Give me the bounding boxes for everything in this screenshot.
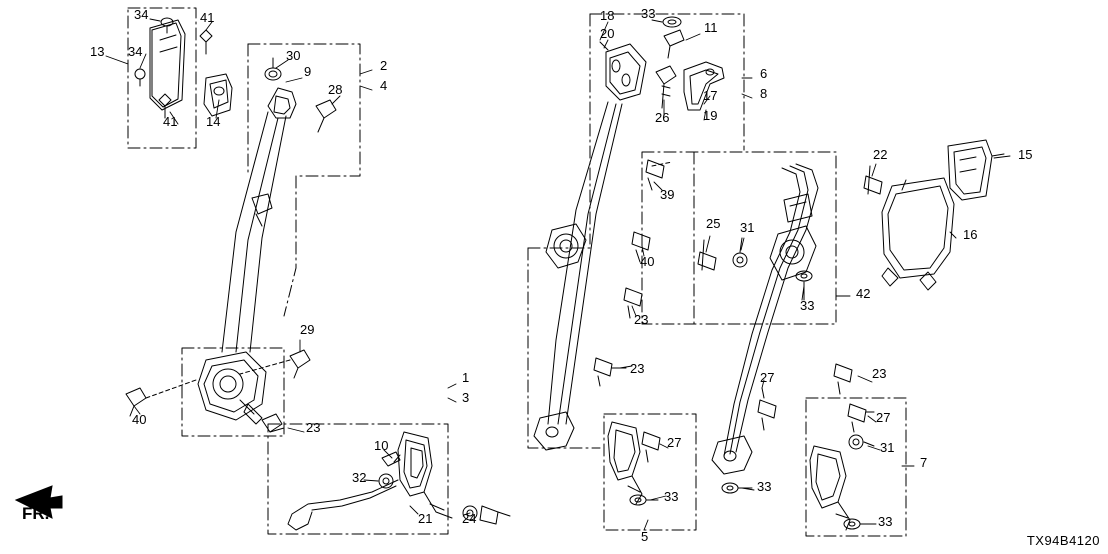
callout-40-left: 40	[132, 412, 147, 427]
callout-29: 29	[300, 322, 315, 337]
callout-33-top: 33	[641, 6, 656, 21]
callout-39: 39	[660, 187, 675, 202]
callout-26: 26	[655, 110, 670, 125]
part-bolt-29	[240, 350, 310, 378]
part-bolt-23-center-lower	[594, 358, 626, 386]
callout-18: 18	[600, 8, 615, 23]
part-bolt-22	[864, 166, 882, 194]
callout-9: 9	[304, 64, 312, 79]
callout-10: 10	[374, 438, 389, 453]
callout-33-buckle7: 33	[878, 514, 893, 529]
part-washer-31	[733, 238, 747, 267]
part-anchor-plate-20	[600, 42, 646, 100]
part-bolt-26	[656, 66, 676, 108]
group-box-13	[128, 8, 196, 148]
callout-30: 30	[286, 48, 301, 63]
callout-40-center: 40	[640, 254, 655, 269]
callout-16: 16	[963, 227, 978, 242]
callout-15: 15	[1018, 147, 1033, 162]
callout-7: 7	[920, 455, 928, 470]
callout-24: 24	[462, 511, 477, 526]
callout-34-lower: 34	[128, 44, 143, 59]
callout-28: 28	[328, 82, 343, 97]
callout-41-lower: 41	[163, 114, 178, 129]
part-bolt-40-left	[126, 380, 196, 416]
front-direction-label: FR.	[22, 504, 50, 523]
callout-5: 5	[641, 529, 649, 544]
callout-27-buckle5: 27	[667, 435, 682, 450]
callout-23-center: 23	[634, 312, 649, 327]
callout-32: 32	[352, 470, 367, 485]
callout-23-buckle7: 23	[872, 366, 887, 381]
part-rear-belt-webbing	[534, 102, 622, 450]
callout-22: 22	[873, 147, 888, 162]
part-buckle-5	[608, 422, 660, 505]
callout-6: 6	[760, 66, 768, 81]
callout-2: 2	[380, 58, 388, 73]
callout-13: 13	[90, 44, 105, 59]
callout-3: 3	[462, 390, 470, 405]
callout-33-buckle5: 33	[664, 489, 679, 504]
part-anchor-14	[204, 74, 232, 116]
part-buckle-assembly-3	[288, 432, 510, 530]
leader-lines	[106, 19, 1010, 530]
part-nut-33-lower	[722, 483, 752, 493]
callout-34-upper: 34	[134, 7, 149, 22]
callout-27-mid: 27	[760, 370, 775, 385]
callout-11: 11	[704, 20, 718, 35]
part-upper-anchor-9	[265, 58, 281, 80]
callout-33-right: 33	[800, 298, 815, 313]
callout-20: 20	[600, 26, 615, 41]
part-bolt-27-mid	[758, 388, 776, 430]
part-nut-33-right	[796, 271, 812, 300]
callout-23-center-lower: 23	[630, 361, 645, 376]
callout-42: 42	[856, 286, 871, 301]
callout-27-buckle7: 27	[876, 410, 891, 425]
callout-23-left: 23	[306, 420, 321, 435]
part-nut-33-top	[663, 17, 684, 58]
callout-14: 14	[206, 114, 221, 129]
callout-4: 4	[380, 78, 388, 93]
callout-31-upper: 31	[740, 220, 755, 235]
callout-17: 17	[703, 88, 718, 103]
callout-21: 21	[418, 511, 433, 526]
callout-19: 19	[703, 108, 718, 123]
part-cover-15	[948, 140, 1004, 200]
part-buckle-7	[810, 364, 874, 530]
part-right-rear-belt	[712, 164, 818, 474]
callout-25: 25	[706, 216, 721, 231]
callout-41-upper: 41	[200, 10, 215, 25]
callout-33-lower-center: 33	[757, 479, 772, 494]
part-cover-16	[882, 178, 954, 290]
callout-31-buckle7: 31	[880, 440, 895, 455]
part-code-label: TX94B4120	[1026, 533, 1100, 548]
part-bolt-23-left	[262, 414, 284, 432]
part-bolt-28	[316, 100, 336, 132]
callout-1: 1	[462, 370, 470, 385]
part-bolt-39	[646, 160, 672, 190]
part-bolt-25	[698, 240, 716, 270]
part-front-belt-assembly-1	[182, 88, 296, 436]
callout-8: 8	[760, 86, 768, 101]
